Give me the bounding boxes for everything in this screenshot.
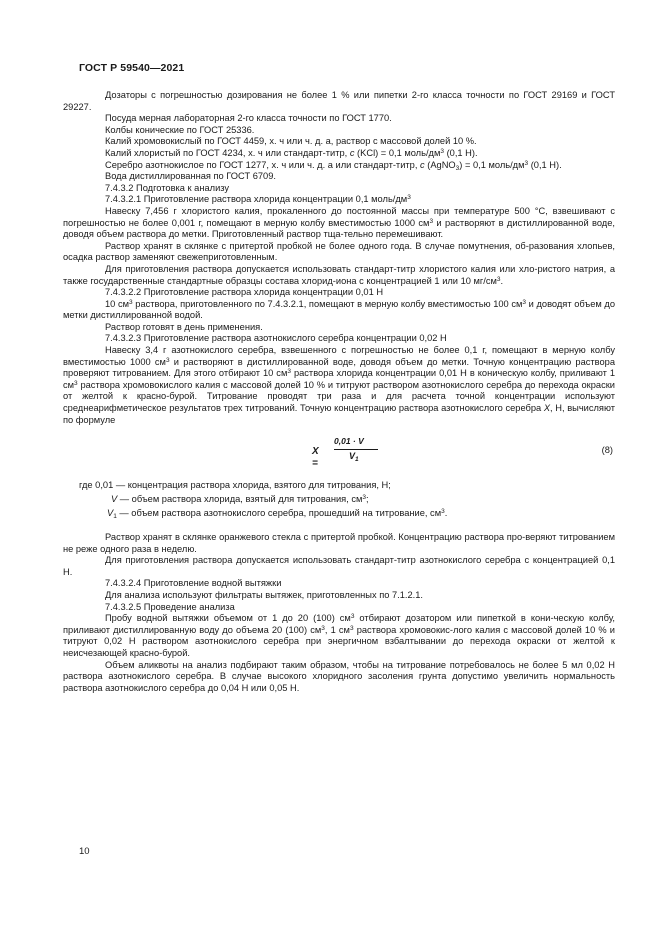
section-heading: 7.4.3.2.5 Проведение анализа <box>105 601 235 612</box>
section-heading: 7.4.3.2 Подготовка к анализу <box>105 182 230 193</box>
paragraph: Для анализа используют фильтраты вытяжек, приготовленных по 7.1.2.1. <box>105 589 423 600</box>
paragraph: Пробу водной вытяжки объемом от 1 до 20 (100) $см^3$ отбирают дозатором или пипеткой в кони-ческую колбу, приливают дистиллированную воду до объема 20 (100) $см^3$, 1 $см^3$ раствора хромовокис-лого калия с массовой долей 10 % и титруют 0,02 Н раствором азотнокислого серебра при энергичном взбалтывании до перехода окраски от желтой к неисчезающей красно-бурой. <box>63 613 615 658</box>
paragraph: Калий хлористый по ГОСТ 4234, х. ч или стандарт-титр, c (KCl) = 0,1 моль/$дм^3$ (0,1 Н). <box>105 147 478 158</box>
paragraph: Дозаторы с погрешностью дозирования не более 1 % или пипетки 2-го класса точности по ГОСТ 29169 и ГОСТ 29227. <box>63 90 615 112</box>
paragraph: Раствор хранят в склянке оранжевого стекла с притертой пробкой. Концентрацию раствора про-веряют титрованием не реже одного раза в неделю. <box>63 532 615 554</box>
paragraph: Колбы конические по ГОСТ 25336. <box>105 124 255 135</box>
section-heading: 7.4.3.2.1 Приготовление раствора хлорида концентрации 0,1 моль/$дм^3$ <box>105 194 411 205</box>
paragraph: Посуда мерная лабораторная 2-го класса точности по ГОСТ 1770. <box>105 113 392 124</box>
where-line: где 0,01 — концентрация раствора хлорида, взятого для титрования, Н; <box>79 480 391 491</box>
formula-denominator: $V_1$ <box>349 451 359 464</box>
formula-numerator: 0,01 · V <box>334 436 364 447</box>
section-heading: 7.4.3.2.2 Приготовление раствора хлорида концентрации 0,01 Н <box>105 287 384 298</box>
paragraph: Калий хромовокислый по ГОСТ 4459, х. ч или ч. д. а, раствор с массовой долей 10 %. <box>105 136 477 147</box>
paragraph: Для приготовления раствора допускается использовать стандарт-титр азотнокислого серебра с концентрацией 0,1 Н. <box>63 555 615 577</box>
fraction-bar <box>334 449 378 450</box>
section-heading: 7.4.3.2.3 Приготовление раствора азотнокислого серебра концентрации 0,02 Н <box>105 333 447 344</box>
paragraph: Объем аликвоты на анализ подбирают таким образом, чтобы на титрование потребовалось не более 5 мл 0,02 Н раствора азотнокислого серебра. В случае высокого хлоридного засоления грунта допустимо увеличить нормальность раствора азотнокислого серебра до 0,04 Н или 0,05 Н. <box>63 659 615 693</box>
page-number: 10 <box>79 846 90 857</box>
where-line: V — объем раствора хлорида, взятый для титрования, $см^3$; <box>111 493 369 504</box>
formula-number: (8) <box>601 445 613 456</box>
paragraph: Для приготовления раствора допускается использовать стандарт-титр хлористого калия или хло-ристого натрия, а также государственные стандартные образцы состава хлорид-иона с концентрацией 1 или 10 $мг/см^3$. <box>63 263 615 286</box>
where-line: $V_1$ — объем раствора азотнокислого серебра, прошедший на титрование, $см^3$. <box>107 508 448 521</box>
formula-lhs: X = <box>312 446 319 469</box>
paragraph: Серебро азотнокислое по ГОСТ 1277, х. ч или ч. д. а или стандарт-титр, c (AgNO$_3$) = 0,1 моль/$дм^3$ (0,1 Н). <box>105 159 562 172</box>
paragraph: Навеску 3,4 г азотнокислого серебра, взвешенного с погрешностью не более 0,1 г, помещают в мерную колбу вместимостью 1000 $см^3$ и растворяют в дистиллированной воде, доводя объем до метки. Точную концентрацию раствора проверяют титрованием. Для этого отбирают 10 $см^3$ раствора хлорида концентрации 0,01 Н в коническую колбу, приливают 1 $см^3$ раствора хромовокислого калия с массовой долей 10 % и титруют раствором азотнокислого серебра до перехода окраски от желтой к красно-бурой. Титрование проводят три раза и для расчета точной концентрации используют среднеарифметическое результатов трех титрований. Точную концентрацию раствора азотнокислого серебра X, Н, вычисляют по формуле <box>63 345 616 425</box>
formula-8 <box>63 436 615 470</box>
section-heading: 7.4.3.2.4 Приготовление водной вытяжки <box>105 578 282 589</box>
paragraph: 10 $см^3$ раствора, приготовленного по 7.4.3.2.1, помещают в мерную колбу вместимостью 100 $см^3$ и доводят объем до метки дистиллированной водой. <box>63 298 616 321</box>
paragraph: Раствор хранят в склянке с притертой пробкой не более одного года. В случае помутнения, об-разования хлопьев, осадка раствор заменяют свежеприготовленным. <box>63 240 615 263</box>
paragraph: Раствор готовят в день применения. <box>105 321 263 332</box>
document-header: ГОСТ Р 59540—2021 <box>79 62 185 74</box>
paragraph: Вода дистиллированная по ГОСТ 6709. <box>105 171 276 182</box>
paragraph: Навеску 7,456 г хлористого калия, прокаленного до постоянной массы при температуре 500 °С, взвешивают с погрешностью не более 0,001 г, помещают в мерную колбу вместимостью 1000 $см^3$ и растворяют в дистиллированной воде, доводя объем раствора до метки. Приготовленный раствор тща-тельно перемешивают. <box>63 205 615 240</box>
document-body <box>63 90 615 694</box>
